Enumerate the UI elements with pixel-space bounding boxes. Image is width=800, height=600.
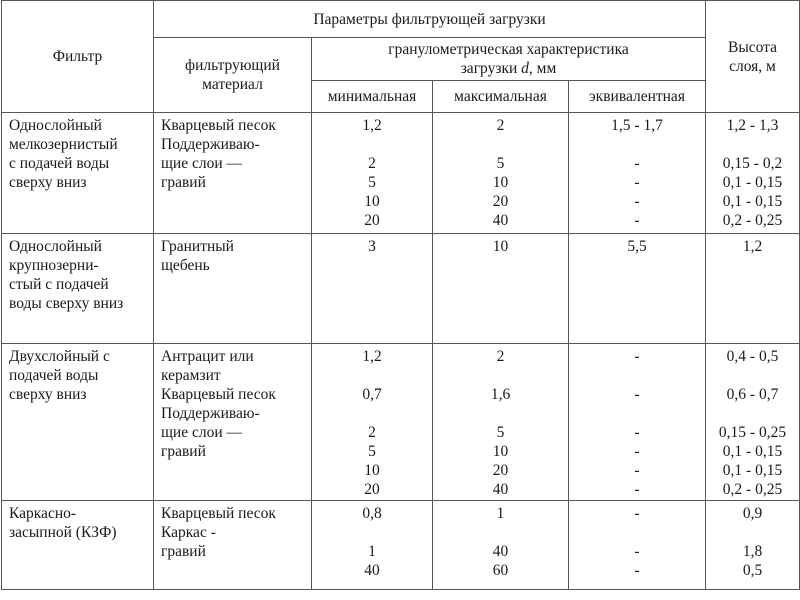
cell-line bbox=[569, 404, 705, 423]
cell-line: - bbox=[634, 348, 640, 365]
cell-line: - bbox=[634, 212, 640, 229]
header-load-parameters: Параметры фильтрующей загрузки bbox=[154, 1, 706, 38]
cell-line bbox=[433, 404, 568, 423]
cell-line: - bbox=[634, 386, 640, 403]
header-max: максимальная bbox=[433, 81, 569, 113]
cell-line: Поддерживаю- bbox=[161, 405, 260, 422]
cell-line: 10 bbox=[364, 193, 380, 210]
cell-line bbox=[569, 523, 705, 542]
cell-line: 0,8 bbox=[362, 505, 382, 522]
cell-line: 10 bbox=[492, 238, 509, 255]
header-granulometry-line: гранулометрическая характеристика bbox=[388, 41, 629, 58]
header-filter-material bbox=[154, 38, 312, 113]
cell-line: 20 bbox=[364, 212, 380, 229]
cell-line: 2 bbox=[368, 424, 376, 441]
equiv-size-cell bbox=[569, 501, 706, 590]
layer-height-cell bbox=[706, 501, 800, 590]
cell-line: - bbox=[634, 193, 640, 210]
min-size-cell bbox=[312, 344, 433, 501]
cell-line: - bbox=[634, 462, 640, 479]
filter-material-cell bbox=[154, 113, 312, 234]
cell-line bbox=[433, 366, 568, 385]
cell-line: - bbox=[634, 543, 640, 560]
cell-line bbox=[312, 404, 432, 423]
cell-line: 1,5 - 1,7 bbox=[611, 117, 663, 134]
cell-line: Кварцевый песок bbox=[161, 505, 276, 522]
cell-line: 1,2 bbox=[362, 117, 382, 134]
header-equiv: эквивалентная bbox=[569, 81, 706, 113]
cell-line: Антрацит или bbox=[161, 348, 254, 365]
filter-type-cell bbox=[2, 234, 154, 344]
header-height-line: Высота bbox=[727, 38, 778, 56]
header-granulometry-line bbox=[312, 59, 705, 78]
cell-line bbox=[569, 135, 705, 154]
cell-line: 1 bbox=[496, 505, 505, 522]
cell-line: 0,2 - 0,25 bbox=[722, 481, 783, 498]
cell-line: 20 bbox=[492, 193, 509, 210]
cell-line bbox=[433, 135, 568, 154]
max-size-cell bbox=[433, 113, 569, 234]
filter-material-cell bbox=[154, 344, 312, 501]
cell-line: Кварцевый песок bbox=[161, 117, 276, 134]
max-size-cell bbox=[433, 234, 569, 344]
table-body bbox=[2, 113, 800, 590]
cell-line bbox=[706, 404, 799, 423]
filter-type-cell bbox=[2, 501, 154, 590]
cell-line: 0,9 bbox=[742, 505, 763, 522]
layer-height-cell bbox=[706, 234, 800, 344]
cell-line bbox=[312, 366, 432, 385]
cell-line: щебень bbox=[161, 257, 210, 274]
header-granulometry-word: загрузки bbox=[460, 60, 518, 77]
cell-line: 10 bbox=[492, 174, 509, 191]
max-size-cell bbox=[433, 344, 569, 501]
cell-line: засыпной (КЗФ) bbox=[9, 524, 117, 541]
cell-line: 5 bbox=[368, 443, 376, 460]
cell-line: 20 bbox=[492, 462, 509, 479]
cell-line: 40 bbox=[492, 543, 509, 560]
cell-line: - bbox=[634, 481, 640, 498]
header-granulometry-symbol: d bbox=[521, 60, 529, 77]
cell-line: - bbox=[634, 562, 640, 579]
header-granulometry bbox=[312, 38, 706, 81]
cell-line: 10 bbox=[364, 462, 380, 479]
cell-line: 0,2 - 0,25 bbox=[722, 212, 783, 229]
cell-line: 5 bbox=[368, 174, 376, 191]
cell-line: 1,2 - 1,3 bbox=[726, 117, 779, 134]
cell-line bbox=[706, 523, 799, 542]
cell-line bbox=[706, 135, 799, 154]
table-row bbox=[2, 501, 800, 590]
header-material-line: фильтрующий bbox=[185, 57, 280, 74]
cell-line: стый с подачей bbox=[9, 276, 109, 293]
cell-line: Каркасно- bbox=[9, 505, 77, 522]
header-height-line: слоя, м bbox=[729, 57, 776, 75]
cell-line: 5 bbox=[496, 424, 505, 441]
cell-line: 0,1 - 0,15 bbox=[722, 193, 783, 210]
cell-line: - bbox=[634, 443, 640, 460]
cell-line: 3 bbox=[368, 238, 376, 255]
equiv-size-cell bbox=[569, 113, 706, 234]
cell-line: Гранитный bbox=[161, 238, 234, 255]
cell-line: сверху вниз bbox=[9, 174, 87, 191]
cell-line: гравий bbox=[161, 543, 206, 560]
cell-line: - bbox=[634, 505, 640, 522]
cell-line: гравий bbox=[161, 443, 206, 460]
max-size-cell bbox=[433, 501, 569, 590]
cell-line: Однослойный bbox=[9, 238, 102, 255]
cell-line: 0,1 - 0,15 bbox=[722, 462, 783, 479]
cell-line bbox=[312, 523, 432, 542]
cell-line: 10 bbox=[492, 443, 509, 460]
header-material-line: материал bbox=[202, 76, 263, 93]
cell-line: 0,1 - 0,15 bbox=[722, 443, 783, 460]
table-row bbox=[2, 344, 800, 501]
cell-line: крупнозерни- bbox=[9, 257, 99, 274]
cell-line: 20 bbox=[364, 481, 380, 498]
cell-line: керамзит bbox=[161, 367, 221, 384]
cell-line: 40 bbox=[492, 212, 509, 229]
cell-line: 40 bbox=[492, 481, 509, 498]
table-row bbox=[2, 113, 800, 234]
filter-type-cell bbox=[2, 344, 154, 501]
cell-line: Кварцевый песок bbox=[161, 386, 276, 403]
cell-line: 0,7 bbox=[362, 386, 382, 403]
cell-line: 2 bbox=[368, 155, 376, 172]
filter-material-cell bbox=[154, 501, 312, 590]
cell-line: - bbox=[634, 155, 640, 172]
layer-height-cell bbox=[706, 113, 800, 234]
min-size-cell bbox=[312, 113, 433, 234]
cell-line: сверху вниз bbox=[9, 386, 87, 403]
header-min: минимальная bbox=[312, 81, 433, 113]
cell-line: с подачей воды bbox=[9, 155, 110, 172]
cell-line: 0,1 - 0,15 bbox=[722, 174, 783, 191]
cell-line: Поддерживаю- bbox=[161, 136, 260, 153]
cell-line: Двухслойный с bbox=[9, 348, 110, 365]
cell-line bbox=[433, 523, 568, 542]
cell-line: 5,5 bbox=[627, 238, 647, 255]
cell-line: 0,15 - 0,25 bbox=[718, 424, 787, 441]
table-header bbox=[2, 1, 800, 113]
cell-line: 0,5 bbox=[742, 562, 763, 579]
cell-line: 2 bbox=[496, 117, 505, 134]
cell-line: 0,4 - 0,5 bbox=[726, 348, 779, 365]
equiv-size-cell bbox=[569, 234, 706, 344]
cell-line: 60 bbox=[492, 562, 509, 579]
cell-line: 5 bbox=[496, 155, 505, 172]
cell-line bbox=[706, 366, 799, 385]
cell-line: - bbox=[634, 424, 640, 441]
header-layer-height bbox=[706, 1, 800, 113]
cell-line: щие слои — bbox=[161, 155, 243, 172]
cell-line: воды сверху вниз bbox=[9, 295, 124, 312]
min-size-cell bbox=[312, 501, 433, 590]
filter-type-cell bbox=[2, 113, 154, 234]
cell-line: Каркас - bbox=[161, 524, 216, 541]
cell-line: - bbox=[634, 174, 640, 191]
cell-line: 0,6 - 0,7 bbox=[726, 386, 779, 403]
cell-line: гравий bbox=[161, 174, 206, 191]
cell-line: 0,15 - 0,2 bbox=[722, 155, 783, 172]
header-granulometry-unit: , мм bbox=[528, 60, 557, 77]
cell-line: 1,6 bbox=[490, 386, 511, 403]
cell-line: 1 bbox=[368, 543, 376, 560]
header-filter: Фильтр bbox=[2, 1, 154, 113]
layer-height-cell bbox=[706, 344, 800, 501]
cell-line bbox=[569, 366, 705, 385]
cell-line: щие слои — bbox=[161, 424, 243, 441]
cell-line: 1,2 bbox=[742, 238, 763, 255]
cell-line: мелкозернистый bbox=[9, 136, 118, 153]
table-row bbox=[2, 234, 800, 344]
cell-line: 1,8 bbox=[742, 543, 763, 560]
equiv-size-cell bbox=[569, 344, 706, 501]
cell-line: 2 bbox=[496, 348, 505, 365]
cell-line: 1,2 bbox=[362, 348, 382, 365]
cell-line: Однослойный bbox=[9, 117, 102, 134]
filter-parameters-table bbox=[1, 0, 800, 590]
cell-line: 40 bbox=[364, 562, 380, 579]
filter-material-cell bbox=[154, 234, 312, 344]
min-size-cell bbox=[312, 234, 433, 344]
cell-line: подачей воды bbox=[9, 367, 99, 384]
cell-line bbox=[312, 135, 432, 154]
